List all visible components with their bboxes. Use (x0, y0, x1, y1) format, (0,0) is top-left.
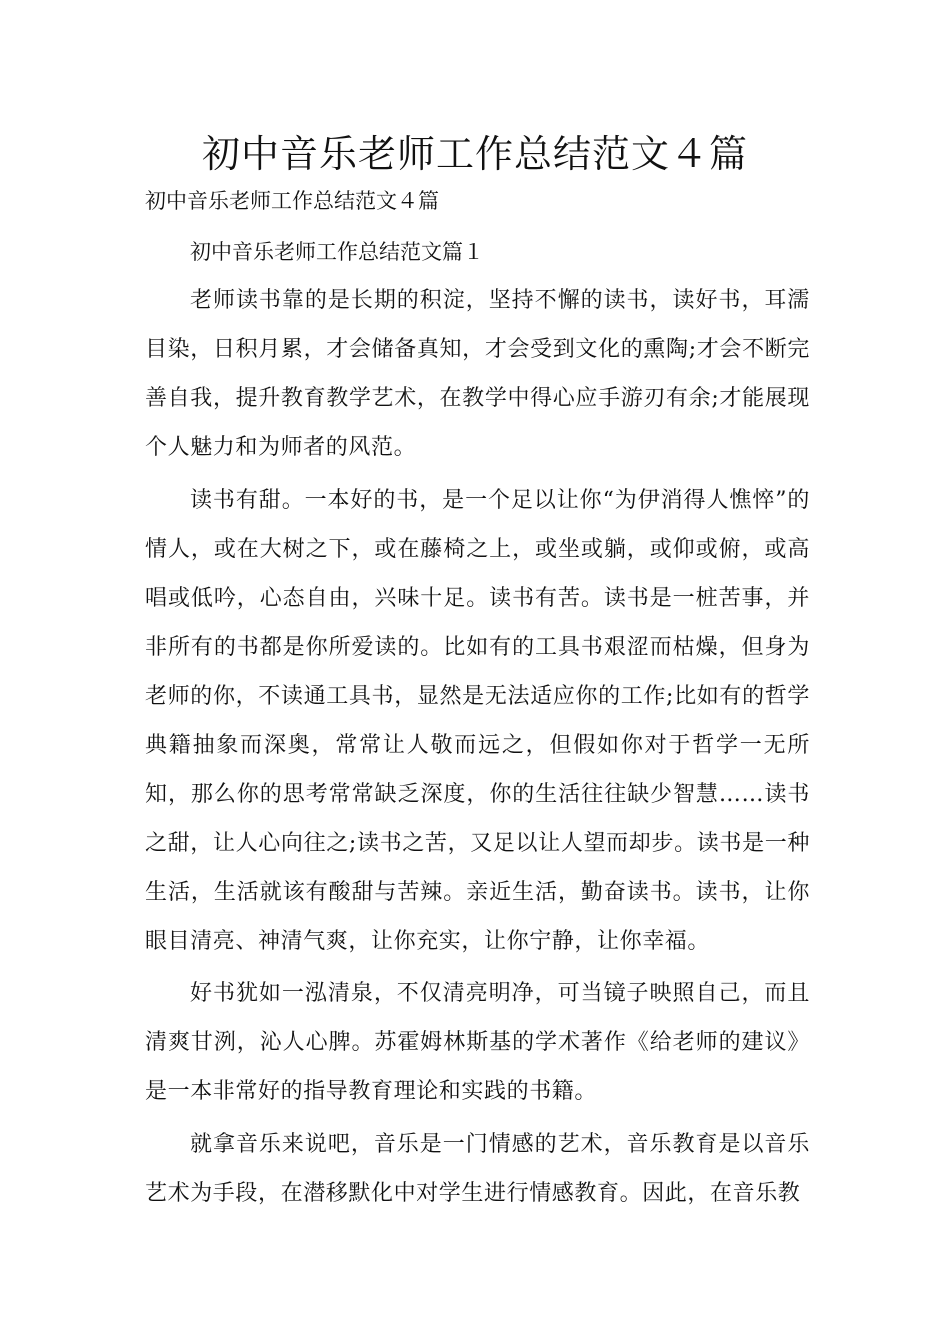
document-subtitle: 初中音乐老师工作总结范文４篇 (145, 189, 439, 213)
document-title: 初中音乐老师工作总结范文４篇 (201, 132, 748, 176)
body-paragraph: 读书有甜。一本好的书，是一个足以让你“为伊消得人憔悴”的情人，或在大树之下，或在藤椅之上，或坐或躺，或仰或俯，或高唱或低吟，心态自由，兴味十足。读书有苦。读书是一桩苦事，并非所有的书都是你所爱读的。比如有的工具书艰涩而枯燥，但身为老师的你，不读通工具书，显然是无法适应你的工作;比如有的哲学典籍抽象而深奥，常常让人敬而远之，但假如你对于哲学一无所知，那么你的思考常常缺乏深度，你的生活往往缺少智慧……读书之甜，让人心向往之;读书之苦，又足以让人望而却步。读书是一种生活，生活就该有酸甜与苦辣。亲近生活，勤奋读书。读书，让你眼目清亮、神清气爽，让你充实，让你宁静，让你幸福。 (145, 488, 810, 954)
body-paragraph: 就拿音乐来说吧，音乐是一门情感的艺术，音乐教育是以音乐艺术为手段，在潜移默化中对学生进行情感教育。因此，在音乐教 (145, 1132, 810, 1206)
body-paragraph: 好书犹如一泓清泉，不仅清亮明净，可当镜子映照自己，而且清爽甘洌，沁人心脾。苏霍姆林斯基的学术著作《给老师的建议》是一本非常好的指导教育理论和实践的书籍。 (145, 981, 810, 1104)
section-heading: 初中音乐老师工作总结范文篇１ (190, 240, 484, 264)
body-paragraph: 老师读书靠的是长期的积淀，坚持不懈的读书，读好书，耳濡目染，日积月累，才会储备真知，才会受到文化的熏陶;才会不断完善自我，提升教育教学艺术，在教学中得心应手游刃有余;才能展现个人魅力和为师者的风范。 (145, 288, 810, 460)
